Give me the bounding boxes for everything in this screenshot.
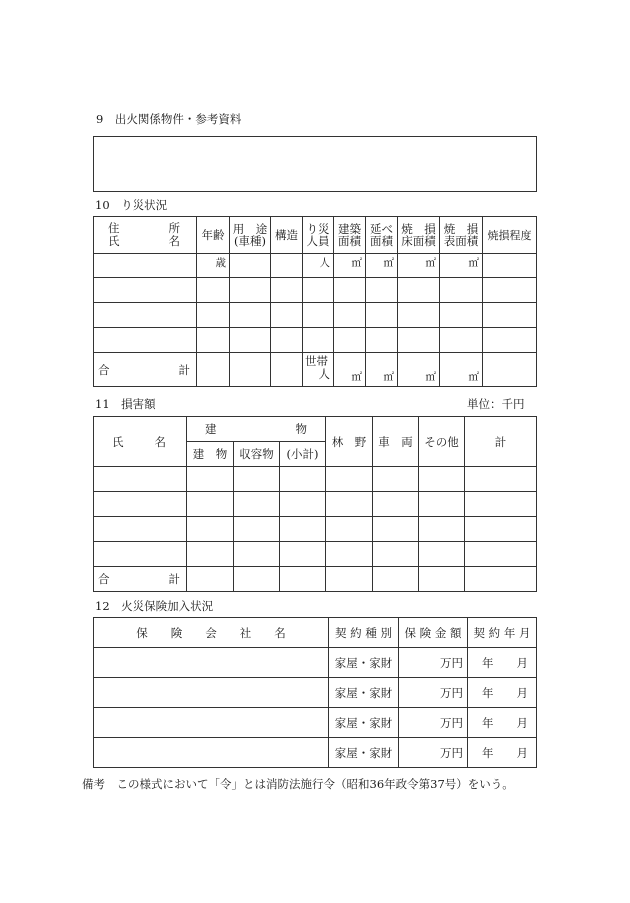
header-other: その他 — [419, 417, 465, 467]
table-row — [94, 542, 537, 567]
contract-date-cell: 年 月 — [468, 648, 537, 678]
unit-sqm: ㎡ — [440, 353, 483, 387]
header-floor-total: 延べ 面積 — [366, 217, 398, 254]
amount-unit: 万円 — [399, 648, 468, 678]
section-9-box — [93, 136, 537, 192]
section-10-title: 10 り災状況 — [95, 198, 168, 212]
unit-age: 歳 — [197, 254, 230, 278]
table-row — [94, 678, 537, 708]
unit-sqm: ㎡ — [366, 254, 398, 278]
contract-type-cell: 家屋・家財 — [329, 648, 399, 678]
header-victims: り災 人員 — [303, 217, 334, 254]
header-age: 年齢 — [197, 217, 230, 254]
table-header-row — [94, 417, 537, 442]
unit-sqm: ㎡ — [398, 353, 440, 387]
header-total: 計 — [465, 417, 537, 467]
header-building-group: 建 物 — [187, 417, 326, 442]
table-row — [94, 492, 537, 517]
header-building: 建 物 — [187, 442, 234, 467]
damage-status-table — [93, 216, 537, 387]
unit-sqm: ㎡ — [440, 254, 483, 278]
header-name: 氏 名 — [94, 417, 187, 467]
table-header-row — [94, 618, 537, 648]
table-row — [94, 328, 537, 353]
unit-sqm: ㎡ — [398, 254, 440, 278]
unit-sqm: ㎡ — [334, 353, 366, 387]
amount-unit: 万円 — [399, 678, 468, 708]
header-contract-type: 契 約 種 別 — [329, 618, 399, 648]
header-contents: 収容物 — [234, 442, 280, 467]
contract-type-cell: 家屋・家財 — [329, 738, 399, 768]
header-burn-floor: 焼 損 床面積 — [398, 217, 440, 254]
loss-amount-table — [93, 416, 537, 592]
total-label: 合 計 — [94, 353, 197, 387]
contract-type-cell: 家屋・家財 — [329, 678, 399, 708]
contract-type-cell: 家屋・家財 — [329, 708, 399, 738]
header-structure: 構造 — [271, 217, 303, 254]
header-contract-date: 契 約 年 月 — [468, 618, 537, 648]
table-row — [94, 517, 537, 542]
unit-note: 単位：千円 — [467, 397, 525, 411]
table-header-row — [94, 217, 537, 254]
header-subtotal: (小計) — [280, 442, 326, 467]
amount-unit: 万円 — [399, 708, 468, 738]
contract-date-cell: 年 月 — [468, 738, 537, 768]
header-amount: 保 険 金 額 — [399, 618, 468, 648]
amount-unit: 万円 — [399, 738, 468, 768]
table-row — [94, 708, 537, 738]
table-row — [94, 738, 537, 768]
contract-date-cell: 年 月 — [468, 678, 537, 708]
header-burn-degree: 焼損程度 — [483, 217, 537, 254]
unit-sqm: ㎡ — [334, 254, 366, 278]
section-12-title: 12 火災保険加入状況 — [95, 599, 214, 613]
header-vehicle: 車 両 — [373, 417, 419, 467]
header-burn-surface: 焼 損 表面積 — [440, 217, 483, 254]
header-address-name: 住 所 氏 名 — [94, 217, 197, 254]
table-row — [94, 254, 537, 278]
table-row — [94, 278, 537, 303]
insurance-table — [93, 617, 537, 768]
table-row — [94, 467, 537, 492]
households-label: 世帯 人 — [303, 353, 334, 387]
unit-persons: 人 — [303, 254, 334, 278]
header-building-area: 建築 面積 — [334, 217, 366, 254]
unit-sqm: ㎡ — [366, 353, 398, 387]
remarks-note: 備考 この様式において「令」とは消防法施行令（昭和36年政令第37号）をいう。 — [82, 777, 514, 791]
section-9-title: 9 出火関係物件・参考資料 — [96, 112, 242, 126]
total-row — [94, 567, 537, 592]
table-row — [94, 648, 537, 678]
section-11-title: 11 損害額 — [95, 397, 156, 411]
total-row — [94, 353, 537, 387]
header-company: 保 険 会 社 名 — [94, 618, 329, 648]
contract-date-cell: 年 月 — [468, 708, 537, 738]
total-label: 合 計 — [94, 567, 187, 592]
table-row — [94, 303, 537, 328]
header-forest: 林 野 — [326, 417, 373, 467]
header-usage: 用 途 (車種) — [230, 217, 271, 254]
